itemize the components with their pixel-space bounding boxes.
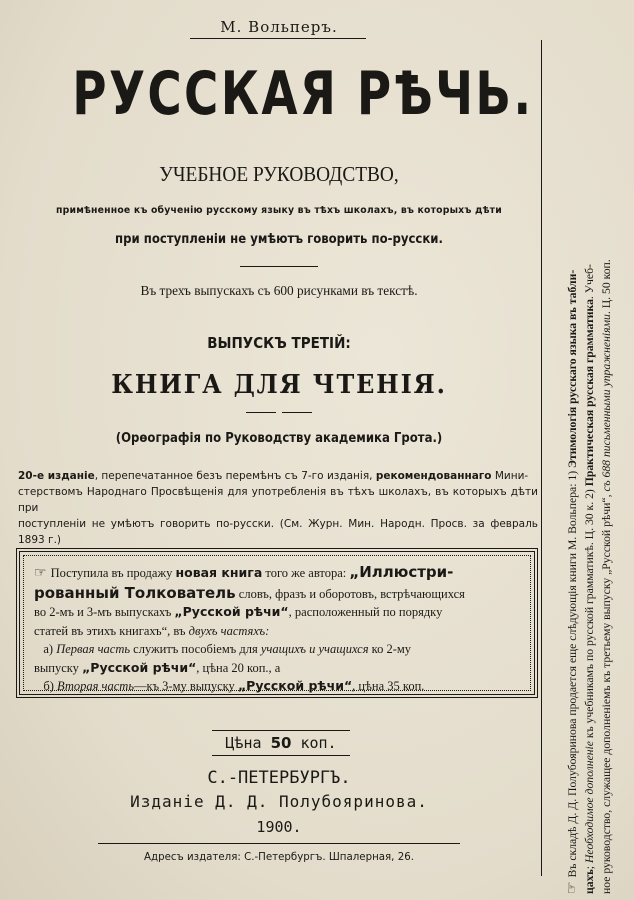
subtitle-description: примѣненное къ обученію русскому языку въ тѣхъ школахъ, въ которыхъ дѣти (56, 205, 502, 216)
notice-text: ко 2-му (368, 642, 412, 656)
edition-note-line: поступленіи не умѣютъ говорить по-русски. (См. Журн. Мин. Народн. Просв. за февраль 1893 г.) (18, 518, 538, 546)
address-rule (98, 843, 460, 844)
side-advertisement-line3 (598, 14, 634, 894)
notice-price-two: , цѣна 35 коп. (352, 679, 425, 693)
side-text: . Учеб- (583, 264, 596, 300)
side-text: къ учебникамъ по русской грамматикѣ. Ц. 30 к. 2) (583, 486, 596, 741)
notice-series-title: „Русской рѣчи“ (174, 604, 289, 619)
divider-rule (240, 266, 318, 267)
divider-rule-right (282, 412, 312, 413)
publication-city: С.-ПЕТЕРБУРГЪ. (207, 768, 351, 788)
side-supplement: Необходимое дополненіе (583, 741, 596, 864)
publication-year: 1900. (256, 818, 302, 836)
notice-series-title: „Русской рѣчи“ (82, 659, 197, 675)
notice-text: словъ, фразъ и оборотовъ, встрѣчающихся (235, 586, 465, 601)
side-book-title: Практическая русская грамматика (583, 299, 596, 487)
publisher-line: Изданіе Д. Д. Полубояринова. (130, 792, 428, 811)
notice-text: того же автора: (262, 566, 350, 580)
book-title: КНИГА ДЛЯ ЧТЕНІЯ. (111, 370, 447, 400)
notice-text: Поступила въ продажу (50, 566, 176, 580)
author-underline (190, 38, 366, 39)
notice-price-one: , цѣна 20 коп., а (196, 660, 281, 675)
notice-new-book: новая книга (175, 565, 263, 580)
price-label (212, 730, 350, 756)
edition-number: 20-е изданіе (18, 470, 95, 482)
author-name: М. Вольперъ. (220, 18, 338, 36)
publisher-address: Адресъ издателя: С.-Петербургъ. Шпалерная, 26. (144, 850, 414, 863)
book-main-title: РУССКАЯ РѢЧЬ. (72, 59, 534, 129)
divider-rule-left (246, 412, 276, 413)
price-prefix: Цѣна (225, 734, 271, 752)
issue-label: ВЫПУСКЪ ТРЕТІЙ: (207, 334, 351, 352)
notice-text: во 2-мъ и 3-мъ выпускахъ (34, 605, 175, 619)
notice-text: выпуску (34, 660, 83, 675)
side-text: ; (583, 863, 596, 870)
notice-text: —къ 3-му выпуску (134, 679, 238, 693)
side-exercises: съ 688 письменными упражненіями (600, 314, 613, 492)
book-subtitle: УЧЕБНОЕ РУКОВОДСТВО, (159, 162, 399, 186)
editions-line: Въ трехъ выпускахъ съ 600 рисунками въ текстѣ. (140, 284, 418, 299)
side-text: ное руководство, служащее дополненіемъ къ третьему выпуску „Русской рѣчи“, (600, 491, 613, 894)
advertisement-box (16, 548, 538, 698)
pointing-hand-icon: ☞ (34, 566, 47, 581)
recommended-word: рекомендованнаго (375, 470, 492, 482)
notice-series-title: „Русской рѣчи“ (237, 678, 353, 693)
edition-note-text: , перепечатанное безъ перемѣнъ съ 7-го изданія, (94, 470, 376, 482)
edition-note (18, 468, 538, 548)
price-unit: коп. (291, 734, 337, 752)
side-advertisement (564, 14, 600, 894)
notice-text: б) (43, 679, 58, 693)
notice-part-one: Первая часть (56, 642, 131, 656)
notice-parts: двухъ частяхъ: (188, 623, 270, 638)
notice-text: а) (43, 642, 57, 656)
side-book-title: Этимологія русскаго языка въ табли- (566, 269, 579, 468)
side-price: . Ц. 50 коп. (600, 259, 613, 315)
side-divider (541, 40, 542, 876)
notice-text: служитъ пособіемъ для (130, 642, 261, 656)
side-text: Въ складѣ Д. Д. Полубояринова продается еще слѣдующія книги М. Вольпера: 1) (566, 467, 579, 878)
orthography-note: (Орѳографія по Руководству академика Грота.) (115, 431, 443, 446)
edition-note-text: Мини- (491, 470, 529, 482)
subtitle-description-bold: при поступленіи не умѣютъ говорить по-русски. (115, 232, 443, 247)
price-value: 50 (270, 734, 292, 752)
notice-audience: учащихъ и учащихся (260, 642, 369, 656)
side-book-title: цахъ (583, 869, 596, 894)
notice-book-title: рованный Толкователь (34, 583, 236, 602)
notice-text: статей въ этихъ книгахъ“, въ (34, 623, 189, 638)
pointing-hand-icon: ☞ (565, 881, 580, 894)
notice-book-title: „Иллюстри- (349, 563, 454, 581)
edition-note-line: стерствомъ Народнаго Просвѣщенія для употребленія въ тѣхъ школахъ, въ которыхъ дѣти при (18, 486, 538, 514)
notice-text: , расположенный по порядку (288, 605, 443, 619)
notice-part-two: Вторая часть (57, 679, 135, 693)
